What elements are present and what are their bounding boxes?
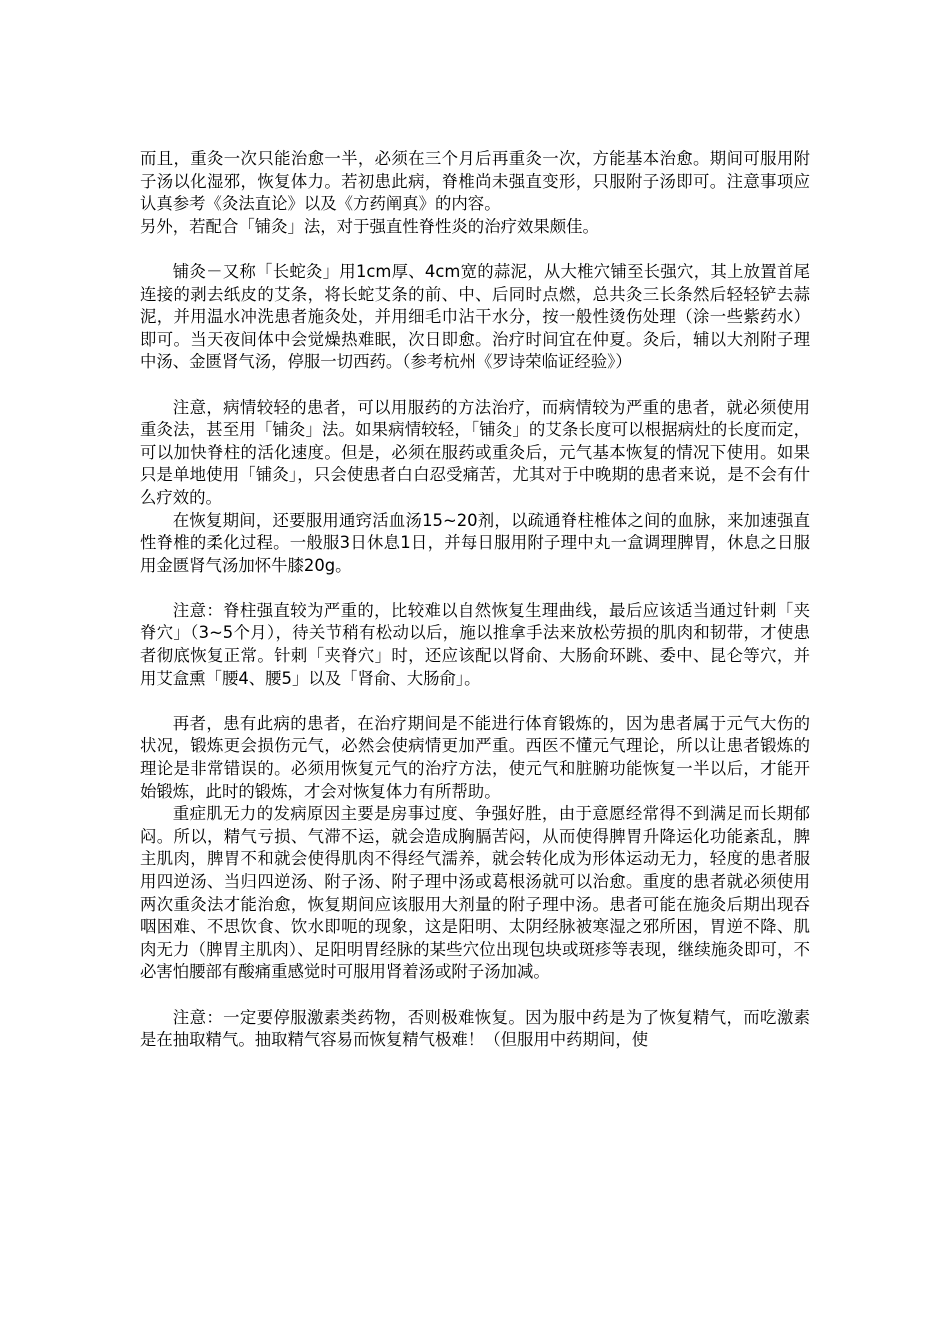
paragraph-8: 重症肌无力的发病原因主要是房事过度、争强好胜，由于意愿经常得不到满足而长期郁闷。所以，精气亏损、气滞不运，就会造成胸膈苦闷，从而使得脾胃升降运化功能紊乱，脾主肌肉，脾胃不和就会使得肌肉不得经气濡养，就会转化成为形体运动无力，轻度的患者服用四逆汤、当归四逆汤、附子汤、附子理中汤或葛根汤就可以治愈。重度的患者就必须使用两次重灸法才能治愈，恢复期间应该服用大剂量的附子理中汤。患者可能在施灸后期出现吞咽困难、不思饮食、饮水即呃的现象，这是阳明、太阴经脉被寒湿之邪所困，胃逆不降、肌肉无力（脾胃主肌肉）、足阳明胃经脉的某些穴位出现包块或斑疹等表现，继续施灸即可，不必害怕腰部有酸痛重感觉时可服用肾着汤或附子汤加减。 [140, 804, 810, 982]
paragraph-7: 再者，患有此病的患者，在治疗期间是不能进行体育锻炼的，因为患者属于元气大伤的状况，锻炼更会损伤元气，必然会使病情更加严重。西医不懂元气理论，所以让患者锻炼的理论是非常错误的。必须用恢复元气的治疗方法，使元气和脏腑功能恢复一半以后，才能开始锻炼，此时的锻炼，才会对恢复体力有所帮助。 [140, 713, 810, 801]
paragraph-3: 铺灸－又称「长蛇灸」用1cm厚、4cm宽的蒜泥，从大椎穴铺至长强穴，其上放置首尾连接的剥去纸皮的艾条，将长蛇艾条的前、中、后同时点燃，总共灸三长条然后轻轻铲去蒜泥，并用温水冲洗患者施灸处，并用细毛巾沾干水分，按一般性烫伤处理（涂一些紫药水）即可。当天夜间体中会觉燥热难眠，次日即愈。治疗时间宜在仲夏。灸后，辅以大剂附子理中汤、金匮肾气汤，停服一切西药。（参考杭州《罗诗荣临证经验》） [140, 261, 810, 372]
paragraph-gap [140, 374, 810, 397]
paragraph-6: 注意：脊柱强直较为严重的，比较难以自然恢复生理曲线，最后应该适当通过针刺「夹脊穴」（3~5个月），待关节稍有松动以后，施以推拿手法来放松劳损的肌肉和韧带，才使患者彻底恢复正常。针刺「夹脊穴」时，还应该配以肾俞、大肠俞环跳、委中、昆仑等穴，并用艾盒熏「腰4、腰5」以及「肾俞、大肠俞」。 [140, 600, 810, 688]
paragraph-gap [140, 238, 810, 261]
paragraph-gap [140, 984, 810, 1007]
paragraph-5: 在恢复期间，还要服用通窍活血汤15~20剂，以疏通脊柱椎体之间的血脉，来加速强直性脊椎的柔化过程。一般服3日休息1日，并每日服用附子理中丸一盒调理脾胃，休息之日服用金匮肾气汤加怀牛膝20g。 [140, 510, 810, 575]
paragraph-4: 注意，病情较轻的患者，可以用服药的方法治疗，而病情较为严重的患者，就必须使用重灸法，甚至用「铺灸」法。如果病情较轻，「铺灸」的艾条长度可以根据病灶的长度而定，可以加快脊柱的活化速度。但是，必须在服药或重灸后，元气基本恢复的情况下使用。如果只是单地使用「铺灸」，只会使患者白白忍受痛苦，尤其对于中晚期的患者来说，是不会有什么疗效的。 [140, 397, 810, 507]
paragraph-9: 注意：一定要停服激素类药物，否则极难恢复。因为服中药是为了恢复精气，而吃激素是在抽取精气。抽取精气容易而恢复精气极难！（但服用中药期间，使 [140, 1007, 810, 1050]
document-page [140, 148, 810, 1052]
paragraph-1: 而且，重灸一次只能治愈一半，必须在三个月后再重灸一次，方能基本治愈。期间可服用附子汤以化湿邪，恢复体力。若初患此病，脊椎尚未强直变形，只服附子汤即可。注意事项应认真参考《灸法直论》以及《方药阐真》的内容。 [140, 149, 810, 214]
paragraph-gap [140, 577, 810, 600]
paragraph-gap [140, 690, 810, 713]
paragraph-2: 另外，若配合「铺灸」法，对于强直性脊性炎的治疗效果颇佳。 [140, 216, 599, 236]
